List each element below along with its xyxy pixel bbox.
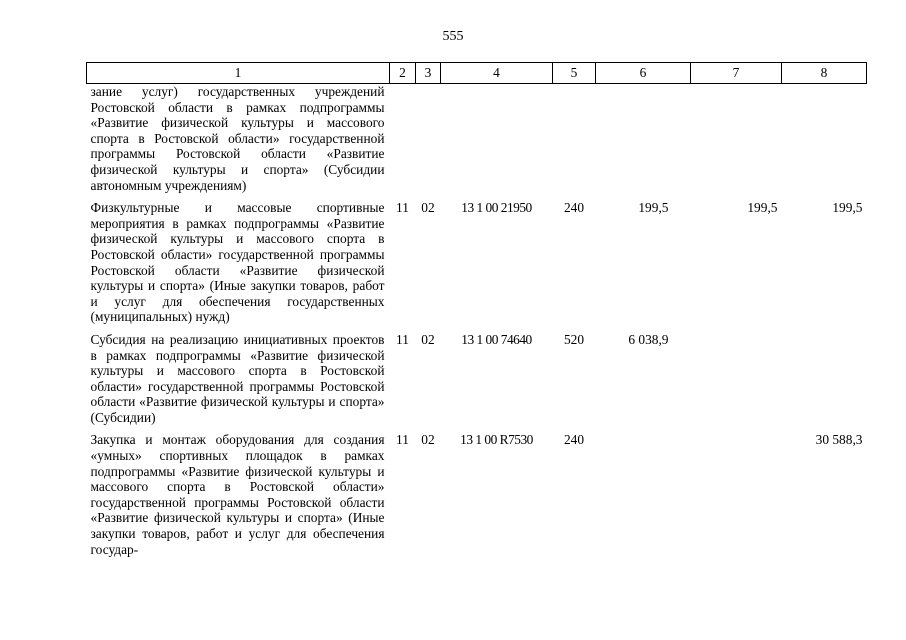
column-header-4: 4: [441, 63, 553, 84]
row-expense-type: 240: [563, 200, 585, 216]
row-expense-type: 520: [563, 331, 585, 347]
table-row: [87, 332, 867, 433]
row-target-article: 13 1 00 R7530: [460, 432, 533, 448]
row-amount-col8: [782, 332, 867, 433]
row-target-article: 13 1 00 21950: [461, 200, 532, 216]
page-number: 555: [442, 29, 464, 44]
row-section: 11: [396, 331, 409, 347]
column-header-8: 8: [782, 63, 867, 84]
row-subsection: 02: [421, 200, 435, 216]
column-header-1: 1: [87, 63, 390, 84]
column-header-6: 6: [596, 63, 691, 84]
table-row: [87, 200, 867, 332]
row-name: Субсидия на реализацию инициативных проектов в рамках подпрограммы «Развитие физической культуры и массового спорта в Ростовской области» государственной программы Ростовской области «Развитие физической культуры и спорта» (Субсидии): [90, 331, 385, 425]
row-amount-col7: [691, 432, 782, 564]
row-subsection: 02: [421, 331, 435, 347]
row-expense-type: 240: [563, 432, 585, 448]
row-amount-col7: [691, 84, 782, 201]
column-header-3: 3: [416, 63, 441, 84]
table-header: [87, 63, 867, 84]
row-name: Физкультурные и массовые спортивные мероприятия в рамках подпрограммы «Развитие физической культуры и массового спорта в Ростовской области» государственной программы Ростовской области «Развитие физической культуры и спорта» (Иные закупки товаров, работ и услуг для обеспечения государственных (муниципальных) нужд): [90, 200, 385, 325]
row-amount-col6: [596, 432, 691, 564]
row-amount-col7: [691, 332, 782, 433]
row-expense-type: [553, 84, 596, 201]
table-body: [87, 84, 867, 565]
table-row: [87, 432, 867, 564]
row-target-article: [441, 84, 553, 201]
row-name: зание услуг) государственных учреждений Ростовской области в рамках подпрограммы «Развитие физической культуры и массового спорта в Ростовской области» государственной программы Ростовской области «Развитие физической культуры и спорта» (Субсидии автономным учреждениям): [90, 84, 385, 193]
row-amount-col8: 199,5: [832, 200, 863, 216]
budget-table: [86, 62, 867, 564]
column-header-5: 5: [553, 63, 596, 84]
row-section: 11: [396, 432, 409, 448]
row-subsection: 02: [421, 432, 435, 448]
row-amount-col6: [596, 84, 691, 201]
row-amount-col8: [782, 84, 867, 201]
row-name: Закупка и монтаж оборудования для создания «умных» спортивных площадок в рамках подпрограммы «Развитие физической культуры и массового спорта в Ростовской области» государственной программы Ростовской области «Развитие физической культуры и спорта» (Иные закупки товаров, работ и услуг для обеспечения государ-: [90, 432, 385, 557]
row-amount-col6: 199,5: [638, 200, 669, 216]
row-amount-col6: 6 038,9: [628, 331, 669, 347]
row-amount-col7: 199,5: [747, 200, 778, 216]
row-section: 11: [396, 200, 409, 216]
column-header-2: 2: [390, 63, 416, 84]
row-subsection: [416, 84, 441, 201]
column-header-7: 7: [691, 63, 782, 84]
row-amount-col8: 30 588,3: [815, 432, 863, 448]
row-target-article: 13 1 00 74640: [461, 331, 532, 347]
row-section: [390, 84, 416, 201]
table-row: [87, 84, 867, 201]
column-number-row: [87, 63, 867, 84]
